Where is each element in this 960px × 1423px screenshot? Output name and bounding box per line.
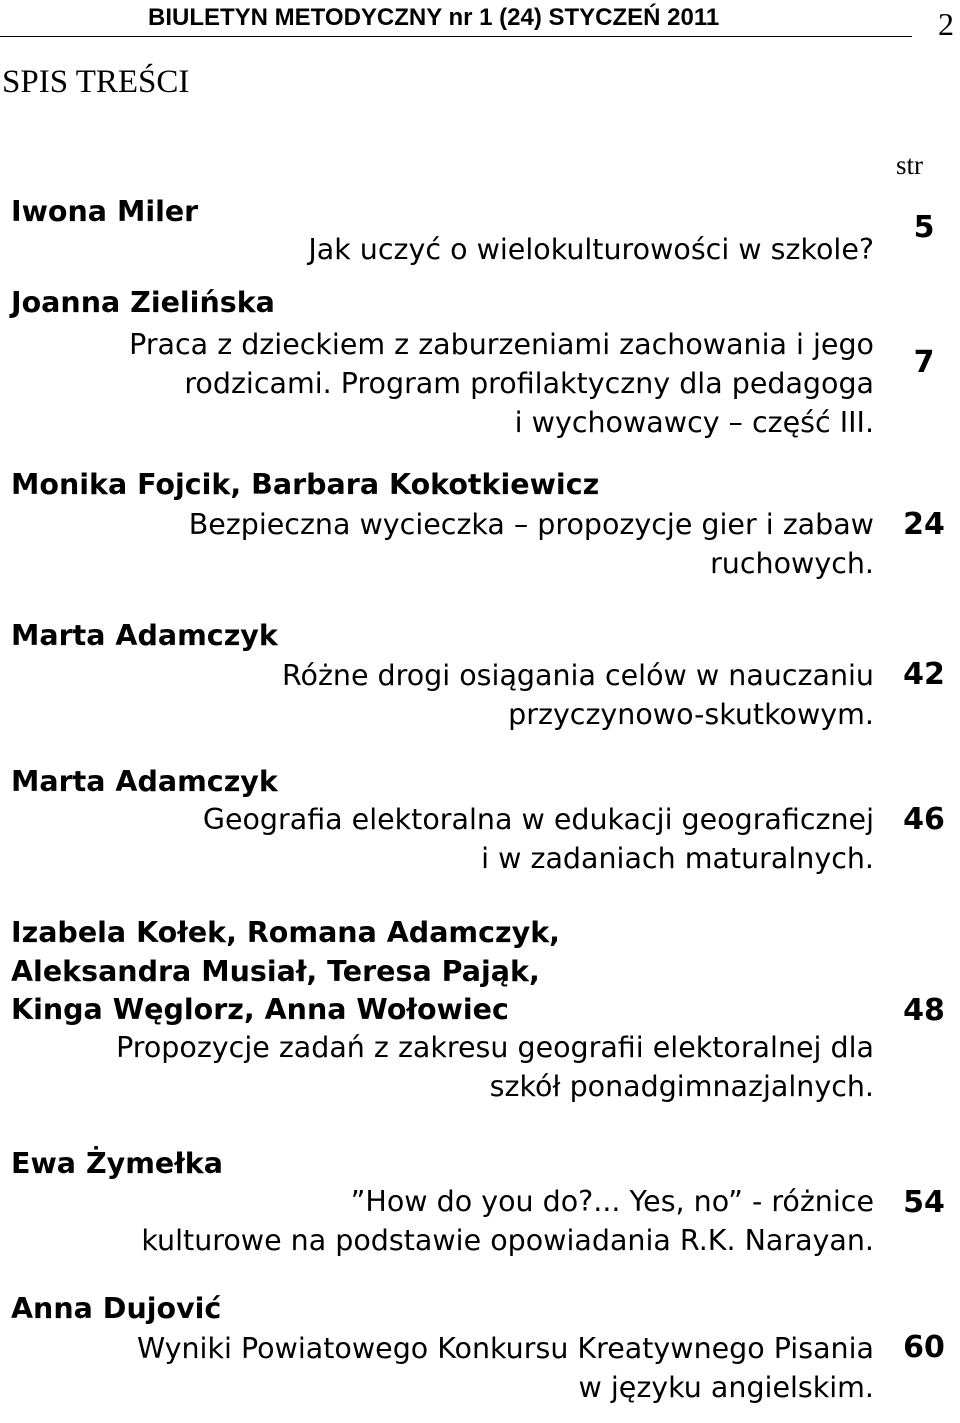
- entry-author: [11, 193, 198, 232]
- journal-title: BIULETYN METODYCZNY nr 1 (24) STYCZEŃ 2011: [148, 4, 720, 31]
- entry-author: [11, 1145, 223, 1184]
- entry-page-number[interactable]: 54: [903, 1185, 945, 1220]
- entry-author: [11, 914, 560, 1030]
- entry-page-number[interactable]: 24: [903, 507, 945, 542]
- title-line: w języku angielskim.: [578, 1371, 874, 1404]
- title-line: Praca z dzieckiem z zaburzeniami zachowania i jego: [129, 328, 874, 361]
- title-line: Geografia elektoralna w edukacji geograficznej: [202, 803, 874, 836]
- author-line: Joanna Zielińska: [11, 286, 275, 319]
- entry-title[interactable]: [141, 1182, 874, 1260]
- entry-author: [11, 466, 599, 505]
- title-line: kulturowe na podstawie opowiadania R.K. Narayan.: [141, 1224, 874, 1257]
- author-line: Ewa Żymełka: [11, 1147, 223, 1180]
- entry-author: [11, 763, 278, 802]
- author-line: Marta Adamczyk: [11, 765, 278, 798]
- entry-page-number[interactable]: 48: [903, 993, 945, 1028]
- entry-title[interactable]: [308, 230, 874, 269]
- title-line: i wychowawcy – część III.: [514, 406, 874, 439]
- title-line: Bezpieczna wycieczka – propozycje gier i zabaw: [188, 508, 874, 541]
- header-rule: [0, 36, 912, 37]
- entry-title[interactable]: [129, 325, 874, 442]
- entry-author: [11, 1290, 221, 1329]
- title-line: ”How do you do?... Yes, no” - różnice: [350, 1185, 874, 1218]
- entry-author: [11, 617, 278, 656]
- title-line: Jak uczyć o wielokulturowości w szkole?: [308, 233, 874, 266]
- page-column-label: str: [896, 150, 923, 180]
- title-line: Propozycje zadań z zakresu geografii elektoralnej dla: [116, 1031, 874, 1064]
- title-line: Różne drogi osiągania celów w nauczaniu: [281, 659, 874, 692]
- author-line: Kinga Węglorz, Anna Wołowiec: [11, 993, 509, 1026]
- entry-page-number[interactable]: 7: [913, 345, 935, 380]
- title-line: rodzicami. Program profilaktyczny dla pedagoga: [184, 367, 874, 400]
- author-line: Aleksandra Musiał, Teresa Pająk,: [11, 954, 540, 988]
- entry-title[interactable]: [116, 1028, 874, 1106]
- title-line: i w zadaniach maturalnych.: [481, 842, 874, 875]
- author-line: Marta Adamczyk: [11, 619, 278, 652]
- entry-page-number[interactable]: 60: [903, 1330, 945, 1365]
- entry-title[interactable]: [282, 656, 874, 734]
- entry-title[interactable]: [203, 800, 874, 878]
- entry-page-number[interactable]: 46: [903, 802, 945, 837]
- title-line: przyczynowo-skutkowym.: [508, 698, 874, 731]
- entry-title[interactable]: [189, 505, 874, 583]
- toc-heading: SPIS TREŚCI: [2, 64, 190, 100]
- page-number: 2: [938, 6, 954, 42]
- entry-page-number[interactable]: 5: [913, 210, 935, 245]
- author-line: Monika Fojcik, Barbara Kokotkiewicz: [11, 468, 600, 501]
- entry-page-number[interactable]: 42: [903, 657, 945, 692]
- entry-author: [11, 284, 275, 323]
- entry-title[interactable]: [137, 1329, 874, 1407]
- author-line: Izabela Kołek, Romana Adamczyk,: [11, 916, 560, 949]
- title-line: ruchowych.: [710, 547, 874, 580]
- author-line: Iwona Miler: [11, 195, 199, 228]
- title-line: Wyniki Powiatowego Konkursu Kreatywnego Pisania: [136, 1332, 874, 1365]
- author-line: Anna Dujović: [11, 1292, 222, 1325]
- title-line: szkół ponadgimnazjalnych.: [489, 1070, 874, 1103]
